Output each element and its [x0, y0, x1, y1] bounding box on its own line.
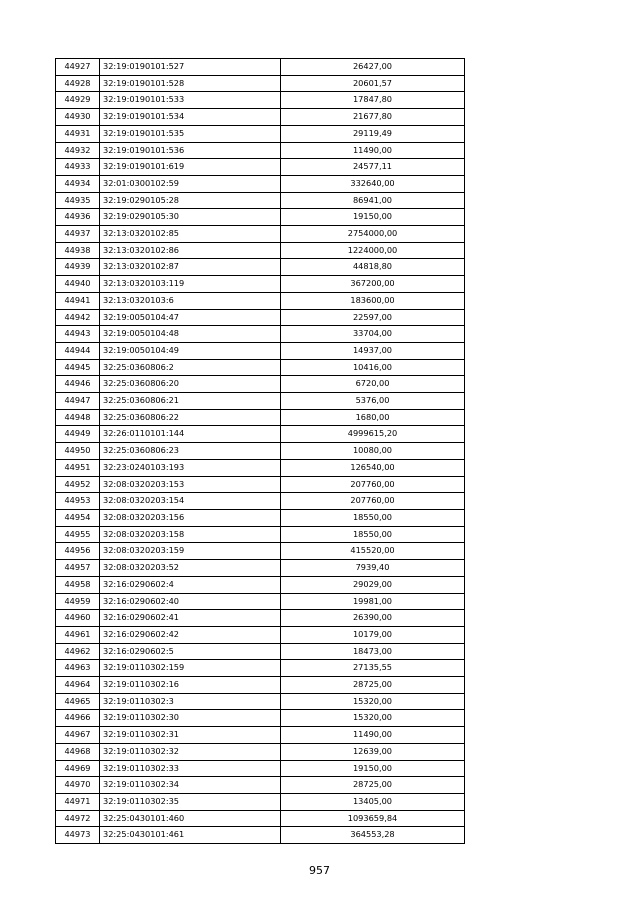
row-number-cell: 44956: [56, 543, 100, 560]
row-number-cell: 44966: [56, 710, 100, 727]
row-number-cell: 44971: [56, 793, 100, 810]
value-cell: 12639,00: [281, 743, 465, 760]
table-row: [56, 593, 465, 610]
table-row: [56, 727, 465, 744]
row-number-cell: 44963: [56, 660, 100, 677]
cadastral-number-cell: 32:19:0050104:48: [100, 326, 281, 343]
cadastral-number-cell: 32:16:0290602:40: [100, 593, 281, 610]
table-row: [56, 393, 465, 410]
cadastral-number-cell: 32:08:0320203:158: [100, 526, 281, 543]
row-number-cell: 44967: [56, 727, 100, 744]
cadastral-number-cell: 32:19:0110302:159: [100, 660, 281, 677]
cadastral-number-cell: 32:19:0110302:34: [100, 777, 281, 794]
table-row: [56, 626, 465, 643]
table-row: [56, 342, 465, 359]
cadastral-number-cell: 32:19:0110302:31: [100, 727, 281, 744]
value-cell: 19150,00: [281, 760, 465, 777]
cadastral-number-cell: 32:19:0190101:527: [100, 59, 281, 76]
table-row: [56, 276, 465, 293]
value-cell: 18550,00: [281, 509, 465, 526]
cadastral-number-cell: 32:25:0360806:21: [100, 393, 281, 410]
value-cell: 10179,00: [281, 626, 465, 643]
row-number-cell: 44932: [56, 142, 100, 159]
cadastral-number-cell: 32:25:0430101:461: [100, 827, 281, 844]
table-row: [56, 760, 465, 777]
cadastral-number-cell: 32:19:0190101:533: [100, 92, 281, 109]
cadastral-number-cell: 32:19:0050104:47: [100, 309, 281, 326]
row-number-cell: 44946: [56, 376, 100, 393]
value-cell: 364553,28: [281, 827, 465, 844]
cadastral-number-cell: 32:19:0190101:528: [100, 75, 281, 92]
table-row: [56, 743, 465, 760]
value-cell: 367200,00: [281, 276, 465, 293]
value-cell: 27135,55: [281, 660, 465, 677]
cadastral-number-cell: 32:16:0290602:4: [100, 576, 281, 593]
value-cell: 28725,00: [281, 777, 465, 794]
table-row: [56, 259, 465, 276]
value-cell: 29029,00: [281, 576, 465, 593]
cadastral-number-cell: 32:13:0320102:86: [100, 242, 281, 259]
cadastral-number-cell: 32:26:0110101:144: [100, 426, 281, 443]
value-cell: 24577,11: [281, 159, 465, 176]
row-number-cell: 44944: [56, 342, 100, 359]
table-row: [56, 827, 465, 844]
row-number-cell: 44943: [56, 326, 100, 343]
value-cell: 332640,00: [281, 175, 465, 192]
table-row: [56, 476, 465, 493]
value-cell: 14937,00: [281, 342, 465, 359]
row-number-cell: 44937: [56, 226, 100, 243]
table-row: [56, 209, 465, 226]
table-row: [56, 242, 465, 259]
row-number-cell: 44939: [56, 259, 100, 276]
row-number-cell: 44942: [56, 309, 100, 326]
row-number-cell: 44934: [56, 175, 100, 192]
value-cell: 29119,49: [281, 125, 465, 142]
row-number-cell: 44947: [56, 393, 100, 410]
table-row: [56, 660, 465, 677]
cadastral-number-cell: 32:23:0240103:193: [100, 459, 281, 476]
value-cell: 26390,00: [281, 610, 465, 627]
cadastral-number-cell: 32:25:0360806:22: [100, 409, 281, 426]
value-cell: 21677,80: [281, 109, 465, 126]
cadastral-number-cell: 32:16:0290602:5: [100, 643, 281, 660]
table-row: [56, 309, 465, 326]
value-cell: 11490,00: [281, 727, 465, 744]
row-number-cell: 44952: [56, 476, 100, 493]
cadastral-number-cell: 32:19:0110302:30: [100, 710, 281, 727]
table-row: [56, 192, 465, 209]
cadastral-number-cell: 32:25:0360806:23: [100, 443, 281, 460]
cadastral-number-cell: 32:08:0320203:154: [100, 493, 281, 510]
row-number-cell: 44973: [56, 827, 100, 844]
row-number-cell: 44938: [56, 242, 100, 259]
cadastral-number-cell: 32:25:0360806:2: [100, 359, 281, 376]
cadastral-value-table: [55, 58, 465, 844]
value-cell: 7939,40: [281, 560, 465, 577]
value-cell: 207760,00: [281, 476, 465, 493]
value-cell: 126540,00: [281, 459, 465, 476]
table-row: [56, 526, 465, 543]
value-cell: 44818,80: [281, 259, 465, 276]
row-number-cell: 44953: [56, 493, 100, 510]
cadastral-number-cell: 32:16:0290602:42: [100, 626, 281, 643]
table-row: [56, 159, 465, 176]
table-row: [56, 142, 465, 159]
table-row: [56, 459, 465, 476]
table-row: [56, 576, 465, 593]
value-cell: 15320,00: [281, 693, 465, 710]
row-number-cell: 44927: [56, 59, 100, 76]
value-cell: 10416,00: [281, 359, 465, 376]
cadastral-number-cell: 32:16:0290602:41: [100, 610, 281, 627]
cadastral-number-cell: 32:13:0320103:6: [100, 292, 281, 309]
value-cell: 19981,00: [281, 593, 465, 610]
table-row: [56, 793, 465, 810]
row-number-cell: 44936: [56, 209, 100, 226]
cadastral-number-cell: 32:01:0300102:59: [100, 175, 281, 192]
table-row: [56, 75, 465, 92]
value-cell: 26427,00: [281, 59, 465, 76]
table-row: [56, 493, 465, 510]
cadastral-number-cell: 32:19:0190101:619: [100, 159, 281, 176]
cadastral-number-cell: 32:13:0320102:87: [100, 259, 281, 276]
value-cell: 1224000,00: [281, 242, 465, 259]
value-cell: 33704,00: [281, 326, 465, 343]
table-row: [56, 175, 465, 192]
value-cell: 6720,00: [281, 376, 465, 393]
table-row: [56, 610, 465, 627]
value-cell: 15320,00: [281, 710, 465, 727]
table-row: [56, 92, 465, 109]
value-cell: 4999615,20: [281, 426, 465, 443]
value-cell: 28725,00: [281, 677, 465, 694]
table-row: [56, 426, 465, 443]
table-row: [56, 443, 465, 460]
cadastral-number-cell: 32:19:0110302:16: [100, 677, 281, 694]
table-row: [56, 409, 465, 426]
cadastral-number-cell: 32:13:0320102:85: [100, 226, 281, 243]
value-cell: 22597,00: [281, 309, 465, 326]
row-number-cell: 44970: [56, 777, 100, 794]
cadastral-number-cell: 32:08:0320203:153: [100, 476, 281, 493]
row-number-cell: 44948: [56, 409, 100, 426]
row-number-cell: 44962: [56, 643, 100, 660]
table-row: [56, 109, 465, 126]
row-number-cell: 44960: [56, 610, 100, 627]
value-cell: 10080,00: [281, 443, 465, 460]
table-row: [56, 810, 465, 827]
row-number-cell: 44968: [56, 743, 100, 760]
value-cell: 415520,00: [281, 543, 465, 560]
value-cell: 5376,00: [281, 393, 465, 410]
row-number-cell: 44933: [56, 159, 100, 176]
cadastral-number-cell: 32:08:0320203:159: [100, 543, 281, 560]
value-cell: 17847,80: [281, 92, 465, 109]
page-number: 957: [309, 864, 330, 877]
value-cell: 18550,00: [281, 526, 465, 543]
row-number-cell: 44940: [56, 276, 100, 293]
cadastral-number-cell: 32:19:0190101:534: [100, 109, 281, 126]
table-row: [56, 777, 465, 794]
cadastral-number-cell: 32:13:0320103:119: [100, 276, 281, 293]
row-number-cell: 44945: [56, 359, 100, 376]
table-row: [56, 125, 465, 142]
value-cell: 2754000,00: [281, 226, 465, 243]
value-cell: 207760,00: [281, 493, 465, 510]
row-number-cell: 44931: [56, 125, 100, 142]
table-row: [56, 543, 465, 560]
table-row: [56, 326, 465, 343]
cadastral-number-cell: 32:08:0320203:52: [100, 560, 281, 577]
row-number-cell: 44935: [56, 192, 100, 209]
table-row: [56, 376, 465, 393]
table-row: [56, 677, 465, 694]
cadastral-number-cell: 32:19:0050104:49: [100, 342, 281, 359]
cadastral-number-cell: 32:08:0320203:156: [100, 509, 281, 526]
row-number-cell: 44950: [56, 443, 100, 460]
row-number-cell: 44964: [56, 677, 100, 694]
row-number-cell: 44955: [56, 526, 100, 543]
table-row: [56, 292, 465, 309]
cadastral-number-cell: 32:25:0430101:460: [100, 810, 281, 827]
cadastral-number-cell: 32:25:0360806:20: [100, 376, 281, 393]
row-number-cell: 44954: [56, 509, 100, 526]
row-number-cell: 44930: [56, 109, 100, 126]
row-number-cell: 44929: [56, 92, 100, 109]
cadastral-number-cell: 32:19:0190101:535: [100, 125, 281, 142]
value-cell: 1680,00: [281, 409, 465, 426]
row-number-cell: 44928: [56, 75, 100, 92]
value-cell: 1093659,84: [281, 810, 465, 827]
cadastral-number-cell: 32:19:0110302:32: [100, 743, 281, 760]
cadastral-number-cell: 32:19:0290105:30: [100, 209, 281, 226]
table-row: [56, 359, 465, 376]
row-number-cell: 44965: [56, 693, 100, 710]
table-row: [56, 226, 465, 243]
value-cell: 18473,00: [281, 643, 465, 660]
row-number-cell: 44972: [56, 810, 100, 827]
row-number-cell: 44941: [56, 292, 100, 309]
table-row: [56, 560, 465, 577]
cadastral-number-cell: 32:19:0110302:35: [100, 793, 281, 810]
table-row: [56, 509, 465, 526]
cadastral-number-cell: 32:19:0290105:28: [100, 192, 281, 209]
value-cell: 183600,00: [281, 292, 465, 309]
value-cell: 13405,00: [281, 793, 465, 810]
row-number-cell: 44949: [56, 426, 100, 443]
value-cell: 11490,00: [281, 142, 465, 159]
row-number-cell: 44957: [56, 560, 100, 577]
row-number-cell: 44958: [56, 576, 100, 593]
cadastral-number-cell: 32:19:0190101:536: [100, 142, 281, 159]
table-row: [56, 693, 465, 710]
table-row: [56, 59, 465, 76]
cadastral-number-cell: 32:19:0110302:3: [100, 693, 281, 710]
row-number-cell: 44961: [56, 626, 100, 643]
table-row: [56, 710, 465, 727]
value-cell: 86941,00: [281, 192, 465, 209]
value-cell: 19150,00: [281, 209, 465, 226]
table-row: [56, 643, 465, 660]
row-number-cell: 44959: [56, 593, 100, 610]
value-cell: 20601,57: [281, 75, 465, 92]
table-body: [56, 59, 465, 844]
cadastral-number-cell: 32:19:0110302:33: [100, 760, 281, 777]
row-number-cell: 44951: [56, 459, 100, 476]
row-number-cell: 44969: [56, 760, 100, 777]
